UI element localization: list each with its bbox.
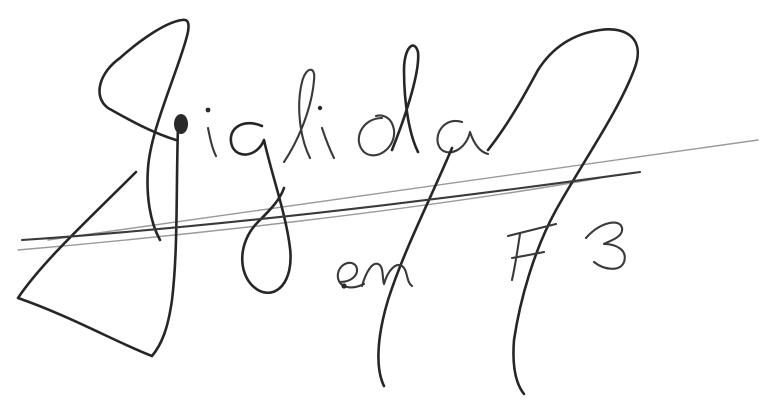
capital-g-stroke	[99, 20, 188, 240]
letter-l	[284, 70, 314, 162]
letter-e	[338, 263, 364, 288]
ink-blot	[174, 114, 188, 134]
letter-e-dot	[341, 283, 346, 288]
letter-i-second	[322, 128, 334, 158]
letter-f	[508, 224, 556, 280]
letter-g	[231, 123, 291, 293]
letter-a	[437, 121, 488, 154]
letter-l-tall	[392, 46, 418, 152]
capital-g-lower-stroke	[18, 126, 178, 356]
letter-b	[586, 223, 625, 269]
letter-o	[359, 116, 394, 156]
letter-n	[362, 264, 412, 286]
letter-i-dot	[206, 108, 211, 113]
diagonal-stroke	[378, 148, 452, 386]
flourish-right	[488, 29, 638, 394]
letter-i	[208, 128, 216, 156]
letter-i-second-dot	[318, 106, 322, 110]
